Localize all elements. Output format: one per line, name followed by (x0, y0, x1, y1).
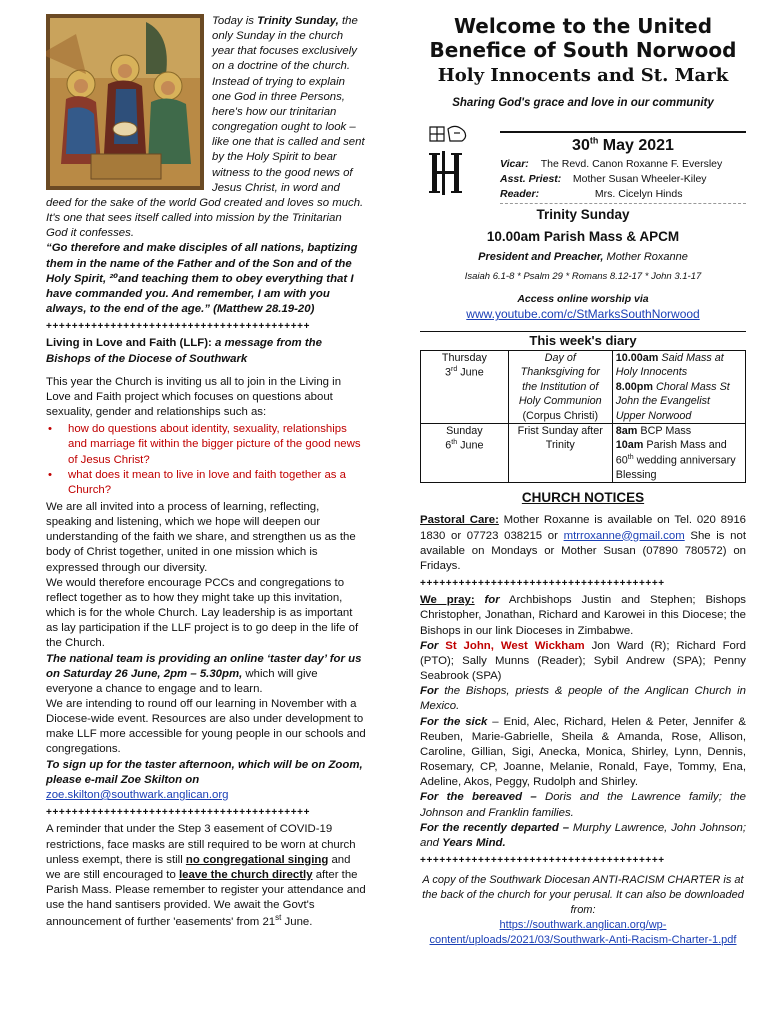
separator: ++++++++++++++++++++++++++++++++++++++ (420, 854, 665, 866)
mass-heading: 10.00am Parish Mass & APCM (486, 229, 680, 245)
llf-heading: Living in Love and Faith (LLF): a message from the Bishops of the Diocese of Southwark (46, 337, 322, 365)
diary-table (420, 350, 746, 484)
llf-paragraph-4: The national team is providing an online ‘taster day’ for us on Saturday 26 June, 2pm – 5.30pm, which will give everyone a chance to engage and to learn. (46, 652, 362, 695)
pastoral-care: Pastoral Care: Mother Roxanne is available on Tel. 020 8916 1830 or 07723 038215 or mtrroxanne@gmail.com She is not available on Mondays or Mother Susan (07890 780572) on Fridays. (420, 514, 747, 572)
list-item: • what does it mean to live in love and faith together as a Church? (46, 468, 366, 498)
zoe-email-link[interactable]: zoe.skilton@southwark.anglican.org (46, 788, 229, 801)
prayers-bereaved: For the bereaved – Doris and the Lawrence family; the Johnson and Franklin families. (420, 791, 746, 819)
table-row: Thursday 3rd June Day of Thanksgiving for the Institution of Holy Communion (Corpus Christi) 10.00am Said Mass at Holy Innocents 8.00pm Choral Mass St John the Evangelist Upper Norwood (421, 350, 746, 423)
readings-line: Isaiah 6.1-8 * Psalm 29 * Romans 8.12-17 * John 3.1-17 (464, 270, 702, 282)
separator: +++++++++++++++++++++++++++++++++++++++++ (46, 807, 311, 819)
separator: +++++++++++++++++++++++++++++++++++++++++ (46, 321, 311, 333)
charter-notice: A copy of the Southwark Diocesan ANTI-RACISM CHARTER is at the back of the church for your perusal. It can also be downloaded from: https://southwark.anglican.org/wp-content/uploads/2021/03/Southwark-Anti-Racism-Charter-1.pdf (422, 874, 744, 946)
notices-body (420, 513, 746, 867)
online-worship-label: Access online worship via (517, 293, 649, 306)
clergy-list: Vicar: The Revd. Canon Roxanne F. Eversley Asst. Priest: Mother Susan Wheeler-Kiley Reader: Mrs. Cicelyn Hinds (500, 158, 723, 200)
trinity-heading: Trinity Sunday (536, 207, 630, 223)
divider (500, 203, 746, 204)
matthew-quote: “Go therefore and make disciples of all nations, baptizing them in the name of the Father and of the Son and of the Holy Spirit, ²⁰and teaching them to obey everything that I have commanded you. And remember, I am with you always, to the end of the age.” (Matthew 28.19-20) (46, 242, 358, 315)
prayers-sick: For the sick – Enid, Alec, Richard, Helen & Peter, Jennifer & Reuben, Marie-Gabrielle, Sheila & Amanda, Rose, Allison, Caroline, Gillian, Sigi, Anecka, Monica, Shirley, Lynn, Dennis, Rosemary, CP, Joanne, Melanie, Ronald, Faye, Tommy, Ena, Adeline, Akos, Peggy, Rudolph and Shirley. (420, 715, 746, 789)
parish-names: Holy Innocents and St. Mark (437, 65, 729, 86)
llf-paragraph-5: We are intending to round off our learning in November with a Diocese-wide event. Resources are also under development to make LLF more accessible for young people in our schools and congregations. (46, 698, 366, 756)
llf-paragraph-2: We are all invited into a process of learning, reflecting, speaking and listening, which we hope will deepen our understanding of the faith we share, and strengthen us as the body of Christ together, united in one mission which is expressed through our diversity. (46, 500, 356, 574)
trinity-intro: Today is Trinity Sunday, the only Sunday in the church year that focuses exclusively on a doctrine of the church. Instead of trying to explain one God in three Persons, here's how our trinitarian congregation ought to look – like one that is called and sent by the Holy Spirit to bear witness to the good news of Jesus Christ, in word and deed for the sake of the world God created and loves so much. It's one that sees itself called into mission by the Trinitarian God it confesses. (46, 15, 365, 240)
diary-title: This week's diary (420, 331, 746, 349)
service-date: 30th May 2021 (500, 131, 746, 156)
prayers-mexico: For the Bishops, priests & people of the Anglican Church in Mexico. (420, 685, 746, 713)
llf-paragraph-1: This year the Church is inviting us all to join in the Living in Love and Faith project which focuses on questions about sexuality, gender and relationships such as: (46, 375, 342, 419)
separator: ++++++++++++++++++++++++++++++++++++++ (420, 578, 665, 590)
prayers-departed: For the recently departed – Murphy Lawrence, John Johnson; and Years Mind. (420, 821, 746, 849)
prayers: We pray: for Archbishops Justin and Stephen; Bishops Christopher, Jonathan, Richard and Karowei in this Diocese; the Bishops in our link Dioceses in Zimbabwe. (420, 594, 746, 637)
llf-signup: To sign up for the taster afternoon, which will be on Zoom, please e-mail Zoe Skilton on (46, 758, 363, 786)
llf-questions-list (46, 422, 366, 498)
welcome-title: Welcome to the United Benefice of South Norwood (429, 14, 737, 62)
diocese-logo-icon (424, 123, 474, 199)
preacher-line: President and Preacher, Mother Roxanne (478, 251, 688, 264)
charter-link[interactable]: https://southwark.anglican.org/wp-content/uploads/2021/03/Southwark-Anti-Racism-Charter-1.pdf (429, 918, 737, 946)
table-row: Sunday 6th June Frist Sunday after Trinity 8am BCP Mass 10am Parish Mass and 60th wedding anniversary Blessing (421, 424, 746, 483)
tagline: Sharing God's grace and love in our community (452, 96, 714, 109)
trinity-icon-painting (46, 14, 204, 190)
prayers-stjohn: For St John, West Wickham Jon Ward (R); Richard Ford (PTO); Sally Munns (Reader); Sybil Andrew (SPA); Penny Seabrook (SPA) (420, 639, 746, 683)
youtube-link[interactable]: www.youtube.com/c/StMarksSouthNorwood (466, 307, 700, 322)
list-item: • how do questions about identity, sexuality, relationships and marriage fit within the bigger picture of the good news of Jesus Christ? (46, 422, 366, 467)
left-column (46, 14, 366, 930)
roxanne-email-link[interactable]: mtrroxanne@gmail.com (563, 529, 685, 542)
notices-title: CHURCH NOTICES (521, 490, 645, 506)
header-block (420, 119, 746, 201)
right-column (420, 14, 746, 947)
covid-reminder: A reminder that under the Step 3 easement of COVID-19 restrictions, face masks are still required to be worn at church unless exempt, there is still no congregational singing and we are still encouraged to leave the church directly after the Parish Mass. Please remember to register your attendance and use the hand santisers provided. We await the Govt's announcement of further 'easements' from 21st June. (46, 823, 366, 929)
llf-paragraph-3: We would therefore encourage PCCs and congregations to reflect together as to how they might take up this invitation, which is for the whole Church. Lay leadership is as important as lay participation if the LLF project is to go deep in the life of the Church. (46, 576, 359, 650)
